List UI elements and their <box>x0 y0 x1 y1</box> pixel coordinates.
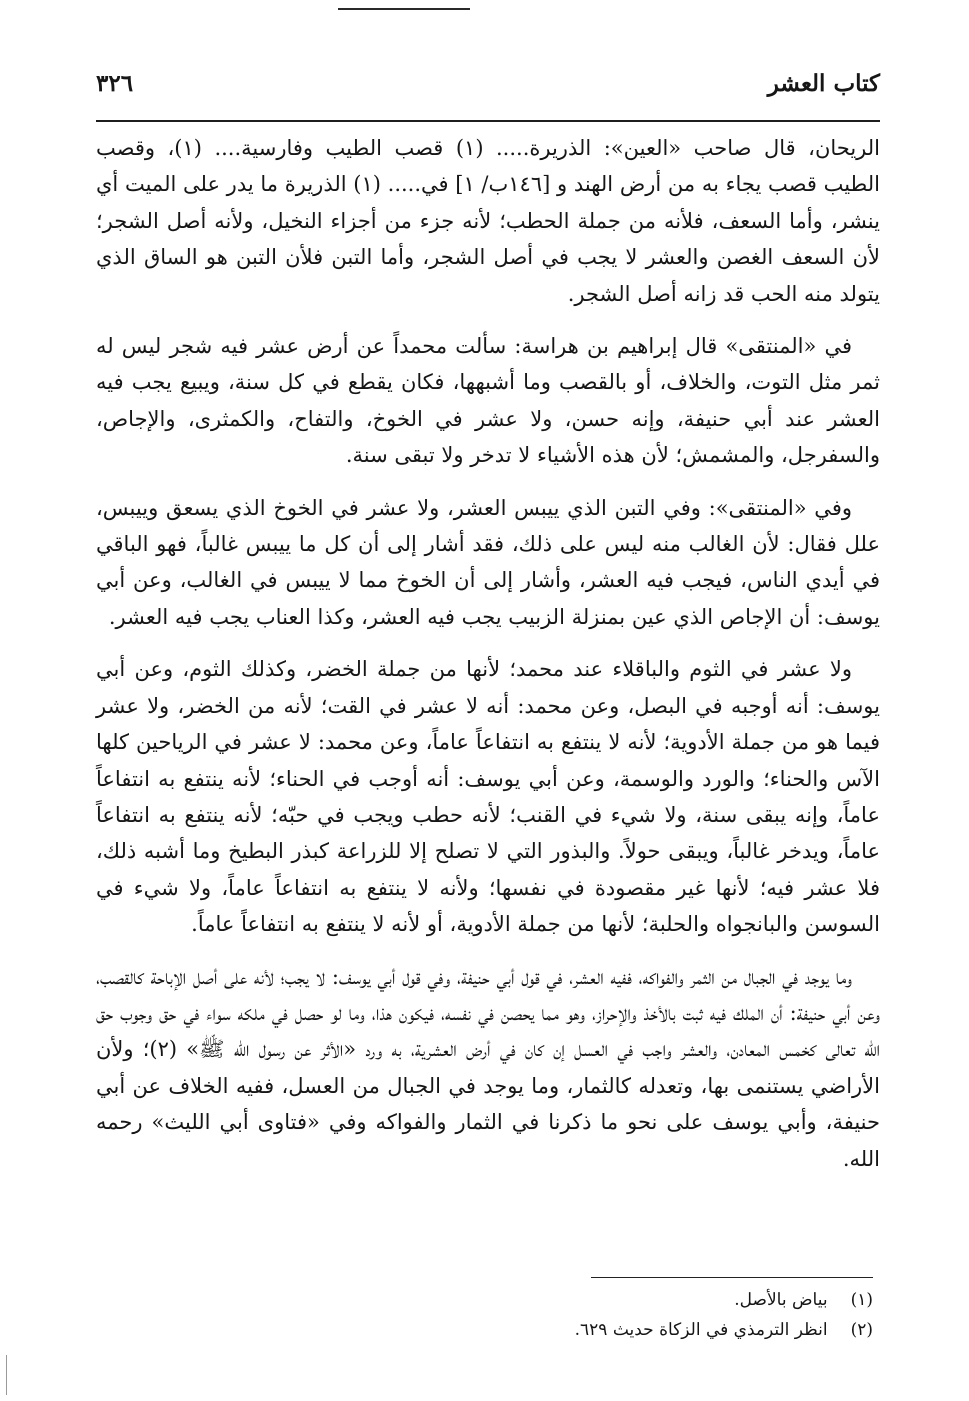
paragraph-4: ولا عشر في الثوم والباقلاء عند محمد؛ لأنها من جملة الخضر، وكذلك الثوم، وعن أبي يوسف: أنه أوجبه في البصل، وعن محمد: أنه لا عشر في القت؛ لأنه من الخضر، ولا عشر فيما هو من جملة الأدوية؛ لأنه لا ينتفع به انتفاعاً عاماً، وعن محمد: لا عشر في الرياحين كلها الآس والحناء؛ والورد والوسمة، وعن أبي يوسف: أنه أوجب في الحناء؛ لأنه ينتفع به انتفاعاً عاماً، وإنه يبقى سنة، ولا شيء في القنب؛ لأنه حطب ويجب في حبّه؛ لأنه ينتفع به انتفاعاً عاماً، ويدخر غالباً، ويبقى حولاً. والبذور التي لا تصلح إلا للزراعة كبذر البطيخ وما أشبه ذلك، فلا عشر فيه؛ لأنها غير مقصودة في نفسها؛ ولأنه لا ينتفع به انتفاعاً عاماً، ولا شيء في السوسن والبانجواه والحلبة؛ لأنها من جملة الأدوية، أو لأنه لا ينتفع به انتفاعاً عاماً. <box>96 657 880 937</box>
book-title: كتاب العشر <box>767 70 880 97</box>
page-number: ٣٢٦ <box>96 70 134 97</box>
footnote-text: انظر الترمذي في الزكاة حديث ٦٢٩. <box>574 1320 828 1340</box>
scan-page-edge <box>6 1355 7 1395</box>
footnote-text: بياض بالأصل. <box>734 1290 828 1310</box>
footnote-2 <box>89 1315 873 1345</box>
paragraph-5: وما يوجد في الجبال من الثمر والفواكه، ففيه العشر، في قول أبي حنيفة، وفي قول أبي يوسف: لا يجب؛ لأنه على أصل الإباحة كالقصب، وعن أبي حنيفة: أن الملك فيه ثبت بالأخذ والإحراز، وهو مما يحصن في نفسه، فيكون هذا، وما لو حصل في ملكه سواء في حق وجوب حق الله تعالى كخمس المعادن، والعشر واجب في العسل إن كان في أرض العشرية، به ورد «الأثر عن رسول الله ﷺ» (٢)؛ ولأن الأراضي يستنمى بها، وتعدله كالثمار، وما يوجد في الجبال من العسل، ففيه الخلاف عن أبي حنيفة، وأبي يوسف على نحو ما ذكرنا في الثمار والفواكه وفي «فتاوى أبي الليث» رحمه الله. <box>96 964 880 1171</box>
paragraph-1: الريحان، قال صاحب «العين»: الذريرة..... (١) قصب الطيب وفارسية.... (١)، وقصب الطيب قصب يجاء به من أرض الهند و [١٤٦ب/ ١] في..... (١) الذريرة ما يدر على الميت أي ينشر، وأما السعف، فلأنه من جملة الحطب؛ لأنه جزء من أجزاء النخيل، ولأنه أصل الشجر؛ لأن السعف الغصن والعشر لا يجب في أصل الشجر، وأما التبن فلأن التبن هو الساق الذي يتولد منه الحب قد زانه أصل الشجر. <box>96 136 880 306</box>
page-body <box>96 130 880 1193</box>
footnotes <box>89 1285 873 1345</box>
page-header <box>96 64 880 122</box>
footnote-divider <box>591 1277 873 1278</box>
footnote-number: (١) <box>850 1290 873 1310</box>
paragraph-3: وفي «المنتقى»: وفي التبن الذي ييبس العشر، ولا عشر في الخوخ الذي يسعق وييبس، علل فقال: لأن الغالب منه ليس على ذلك، فقد أشار إلى أن كل ما ييبس غالباً، فهو الباقي في أيدي الناس، فيجب فيه العشر، وأشار إلى أن الخوخ مما لا ييبس في الغالب، وعن أبي يوسف: أن الإجاص الذي عين بمنزلة الزبيب يجب فيه العشر، وكذا العناب يجب فيه العشر. <box>96 495 880 629</box>
footnote-1 <box>89 1285 873 1315</box>
paragraph-2: في «المنتقى» قال إبراهيم بن هراسة: سألت محمداً عن أرض عشر فيه شجر ليس له ثمر مثل التوت، والخلاف، أو بالقصب وما أشبهها، فكان يقطع في كل سنة، ويبيع يجب فيه العشر عند أبي حنيفة، وإنه حسن، ولا عشر في الخوخ، والتفاح، والكمثرى، والإجاص، والسفرجل، والمشمش؛ لأن هذه الأشياء لا تدخر ولا تبقى سنة. <box>96 334 880 468</box>
footnote-number: (٢) <box>850 1320 873 1340</box>
top-scan-mark <box>338 8 470 10</box>
